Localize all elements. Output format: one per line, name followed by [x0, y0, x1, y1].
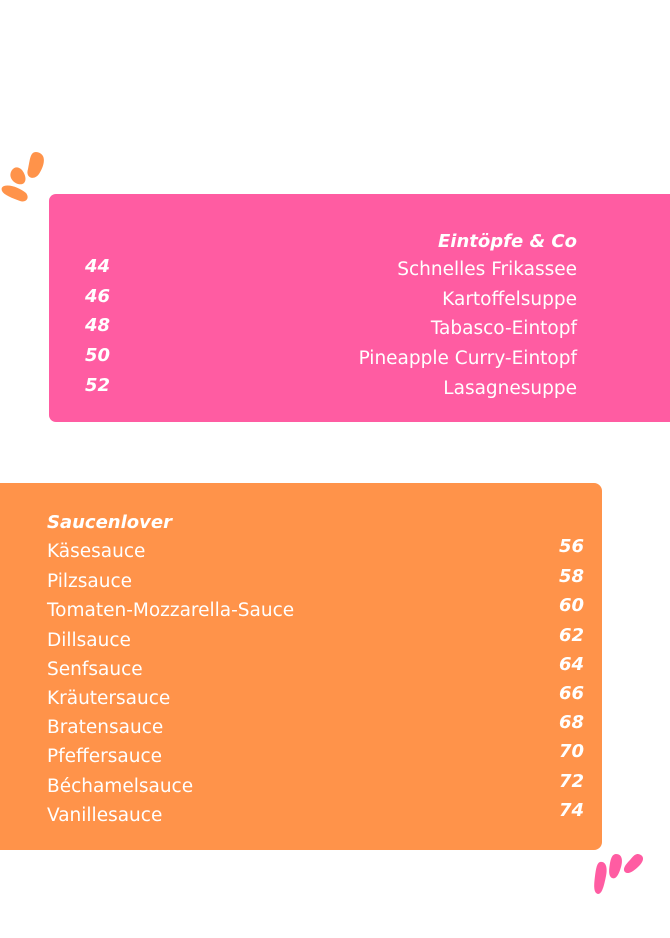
recipe-name: Pineapple Curry-Eintopf [358, 348, 577, 369]
section-title: Saucenlover [47, 512, 172, 533]
recipe-name: Tabasco-Eintopf [430, 318, 577, 339]
recipe-name: Pfeffersauce [47, 746, 163, 767]
toc-entry[interactable] [47, 741, 584, 769]
toc-entry[interactable] [47, 566, 584, 594]
recipe-name: Vanillesauce [47, 805, 163, 826]
pink-burst-icon [592, 848, 650, 898]
page-number: 56 [558, 536, 584, 557]
toc-entry[interactable] [85, 317, 577, 341]
toc-entry[interactable] [47, 712, 584, 740]
recipe-name: Kräutersauce [47, 688, 171, 709]
toc-entry[interactable] [85, 347, 577, 371]
page-number: 64 [558, 654, 584, 675]
toc-entry[interactable] [47, 595, 584, 623]
toc-entry[interactable] [47, 625, 584, 653]
page-number: 52 [85, 375, 111, 396]
recipe-name: Lasagnesuppe [443, 378, 577, 399]
recipe-name: Bratensauce [47, 717, 164, 738]
page-number: 74 [558, 800, 584, 821]
page-number: 46 [85, 286, 111, 307]
page-number: 48 [85, 315, 111, 336]
section-panel-eintoepfe [49, 194, 670, 422]
toc-entry[interactable] [47, 536, 584, 564]
page-number: 58 [558, 566, 584, 587]
toc-entry[interactable] [85, 288, 577, 312]
section-title: Eintöpfe & Co [438, 231, 577, 252]
page-number: 66 [558, 683, 584, 704]
toc-entry[interactable] [47, 771, 584, 799]
page-number: 68 [558, 712, 584, 733]
recipe-name: Tomaten-Mozzarella-Sauce [47, 600, 295, 621]
page-number: 60 [558, 595, 584, 616]
page-number: 70 [558, 741, 584, 762]
recipe-name: Kartoffelsuppe [442, 289, 577, 310]
toc-entry[interactable] [85, 258, 577, 282]
page-number: 50 [85, 345, 111, 366]
page-number: 44 [85, 256, 111, 277]
toc-entry[interactable] [47, 654, 584, 682]
page-number: 72 [558, 771, 584, 792]
recipe-name: Pilzsauce [47, 571, 132, 592]
recipe-name: Dillsauce [47, 630, 131, 651]
section-panel-saucenlover [0, 483, 602, 850]
recipe-name: Senfsauce [47, 659, 143, 680]
recipe-name: Käsesauce [47, 541, 146, 562]
page-number: 62 [558, 625, 584, 646]
recipe-name: Béchamelsauce [47, 776, 194, 797]
toc-entry[interactable] [85, 377, 577, 401]
recipe-name: Schnelles Frikassee [397, 259, 577, 280]
toc-entry[interactable] [47, 683, 584, 711]
toc-entry[interactable] [47, 800, 584, 828]
